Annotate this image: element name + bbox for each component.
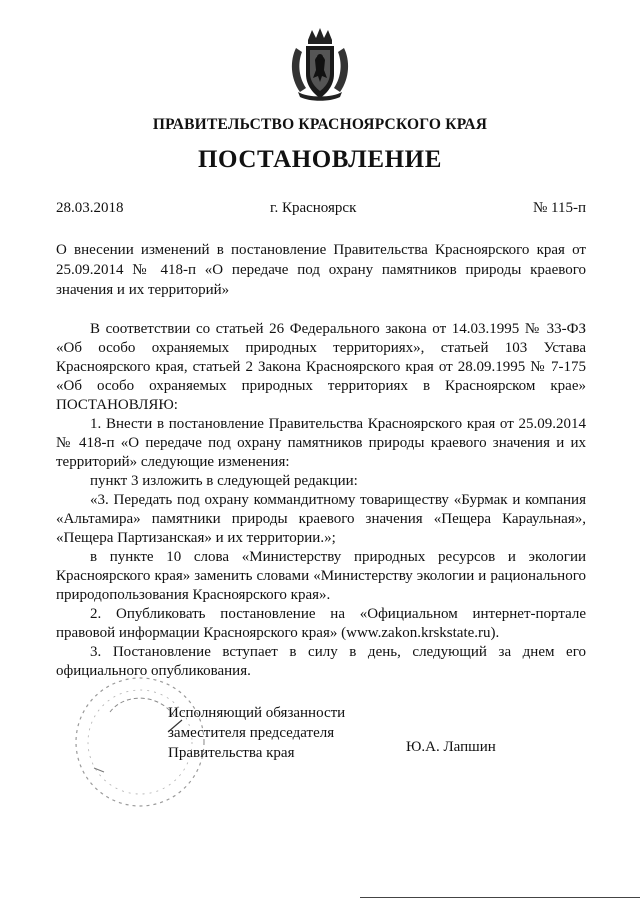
body-paragraph-item-1-c: в пункте 10 слова «Министерству природных ресурсов и экологии Красноярского края» заменить словами «Министерству экологии и рационального природопользования Красноярского края». (56, 549, 586, 603)
government-title: ПРАВИТЕЛЬСТВО КРАСНОЯРСКОГО КРАЯ (152, 116, 488, 133)
body-paragraph-preamble: В соответствии со статьей 26 Федерального закона от 14.03.1995 № 33-ФЗ «Об особо охраняемых природных территориях», статьей 103 Устава Красноярского края, статьей 2 Закона Красноярского края от 28.09.1995 № 7-175 «Об особо охраняемых природных территориях в Красноярском крае» ПОСТАНОВЛЯЮ: (56, 321, 586, 413)
body-paragraph-item-1-b: «3. Передать под охрану коммандитному товариществу «Бурмак и компания «Альтамира» памятники природы краевого значения «Пещера Караульная», «Пещера Партизанская» и их территории.»; (56, 492, 586, 546)
signature-position (168, 703, 345, 763)
page-bottom-rule (360, 897, 640, 898)
signature-position-line-2: заместителя председателя (168, 725, 335, 741)
body-paragraph-item-1: 1. Внести в постановление Правительства Красноярского края от 25.09.2014 № 418-п «О передаче под охрану памятников природы краевого значения и их территорий» следующие изменения: (56, 416, 586, 470)
document-city: г. Красноярск (270, 200, 357, 216)
signature-position-line-1: Исполняющий обязанности (168, 705, 346, 721)
body-paragraph-item-3: 3. Постановление вступает в силу в день, следующий за днем его официального опубликования. (56, 644, 586, 679)
coat-of-arms-icon (288, 26, 352, 102)
document-body (56, 320, 586, 681)
body-paragraph-item-2: 2. Опубликовать постановление на «Официальном интернет-портале правовой информации Красноярского края» (www.zakon.krskstate.ru). (56, 606, 586, 641)
document-subject: О внесении изменений в постановление Правительства Красноярского края от 25.09.2014 № 418-п «О передаче под охрану памятников природы краевого значения и их территорий» (56, 242, 586, 298)
body-paragraph-item-1-a: пункт 3 изложить в следующей редакции: (90, 473, 358, 489)
signer-name: Ю.А. Лапшин (406, 739, 496, 755)
signature-position-line-3: Правительства края (168, 745, 295, 761)
document-date: 28.03.2018 (56, 200, 124, 216)
document-type-title: ПОСТАНОВЛЕНИЕ (197, 146, 443, 173)
document-number: № 115-п (532, 200, 586, 216)
